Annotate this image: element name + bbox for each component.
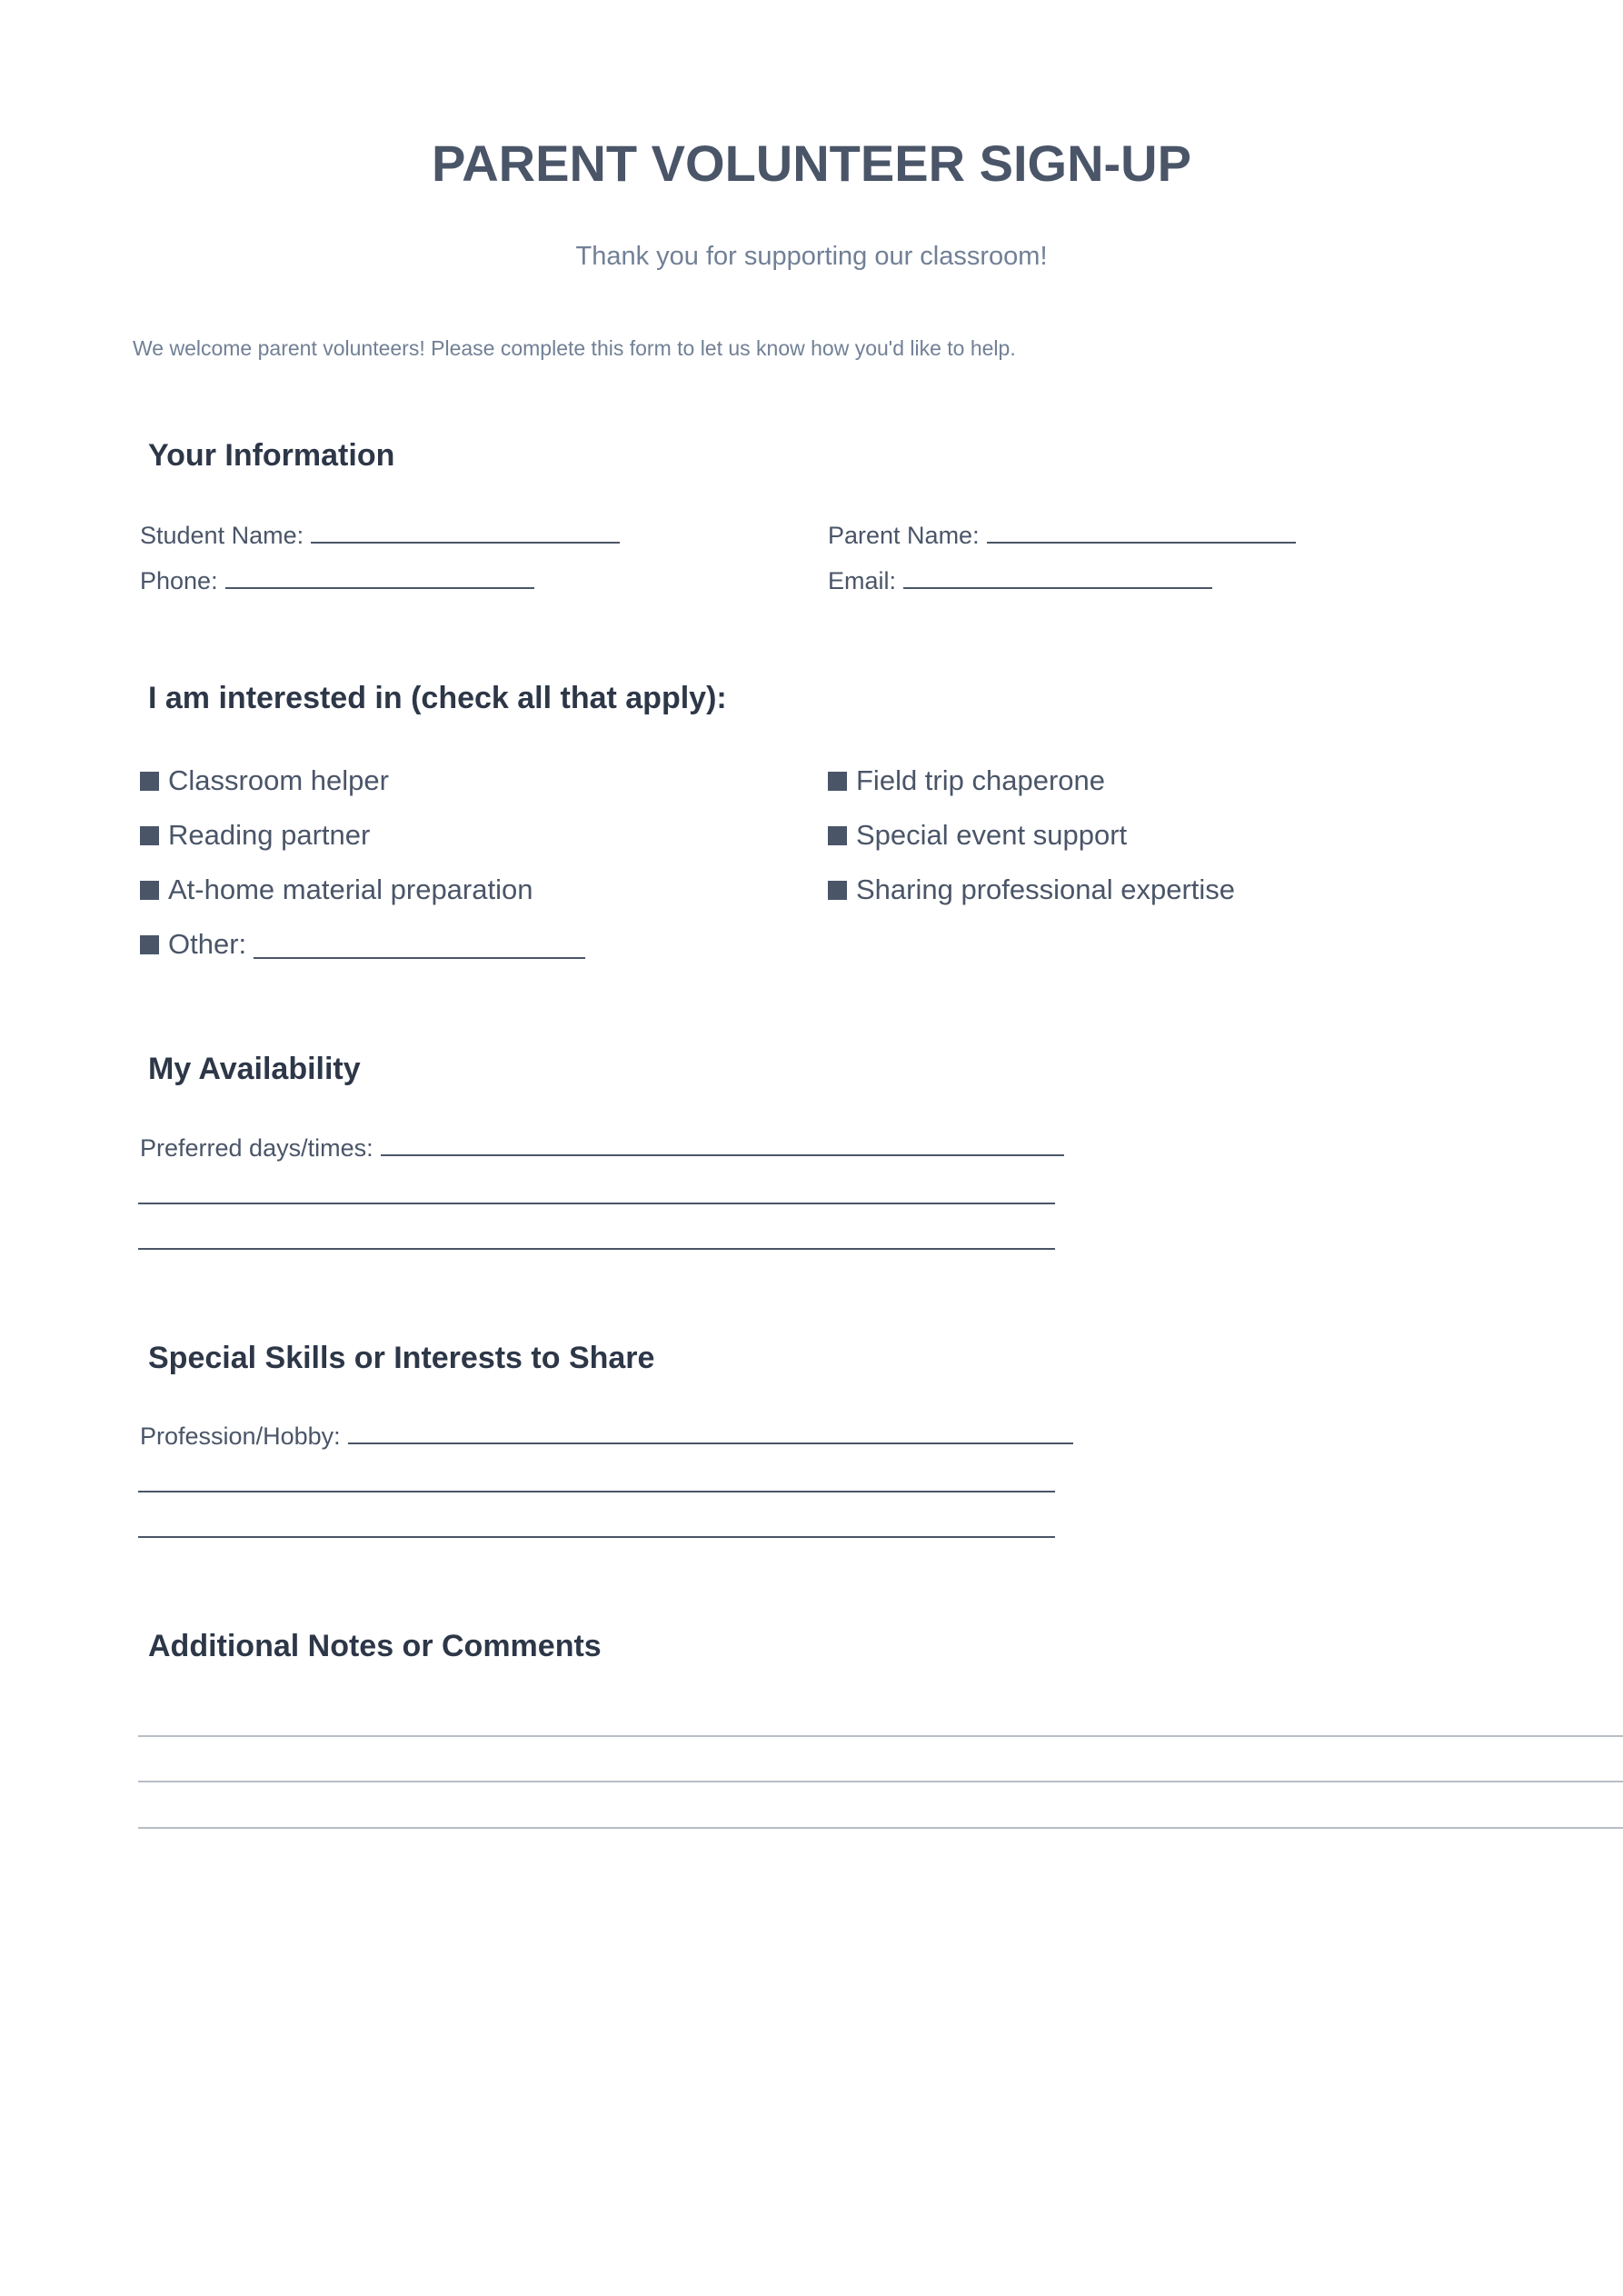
section-heading-interests: I am interested in (check all that apply): [148, 681, 727, 715]
checkbox-at-home-material-preparation[interactable] [140, 873, 533, 906]
profession-hobby-input[interactable] [348, 1419, 1073, 1444]
checkbox-label: Field trip chaperone [856, 764, 1105, 796]
checkbox-square-icon[interactable] [140, 935, 159, 954]
checkbox-label: Classroom helper [168, 764, 389, 796]
checkbox-label: Sharing professional expertise [856, 873, 1236, 905]
student-name-input[interactable] [311, 518, 620, 544]
checkbox-field-trip-chaperone[interactable] [828, 764, 1105, 797]
section-heading-notes: Additional Notes or Comments [148, 1629, 602, 1663]
parent-name-field[interactable] [828, 518, 1296, 550]
section-heading-your-information: Your Information [148, 438, 395, 473]
preferred-days-times-input[interactable] [381, 1131, 1064, 1156]
notes-line-3[interactable] [138, 1827, 1623, 1829]
section-heading-availability: My Availability [148, 1052, 361, 1086]
checkbox-label: Reading partner [168, 819, 371, 851]
availability-line-2[interactable] [138, 1203, 1055, 1204]
phone-input[interactable] [225, 564, 534, 589]
checkbox-classroom-helper[interactable] [140, 764, 389, 797]
page-subtitle: Thank you for supporting our classroom! [575, 242, 1048, 271]
checkbox-label: Other: [168, 928, 247, 960]
email-input[interactable] [903, 564, 1212, 589]
checkbox-label: At-home material preparation [168, 873, 533, 905]
email-field[interactable] [828, 564, 1212, 595]
other-input[interactable] [254, 930, 585, 959]
skills-line-3[interactable] [138, 1536, 1055, 1538]
phone-label: Phone: [140, 567, 218, 594]
intro-text: We welcome parent volunteers! Please complete this form to let us know how you'd like to help. [133, 336, 1016, 360]
checkbox-square-icon[interactable] [140, 826, 159, 845]
student-name-label: Student Name: [140, 522, 304, 549]
checkbox-square-icon[interactable] [828, 772, 847, 791]
checkbox-square-icon[interactable] [140, 772, 159, 791]
notes-line-2[interactable] [138, 1781, 1623, 1782]
notes-line-1[interactable] [138, 1735, 1623, 1737]
email-label: Email: [828, 567, 897, 594]
checkbox-square-icon[interactable] [828, 881, 847, 900]
preferred-days-times-label: Preferred days/times: [140, 1134, 373, 1162]
profession-hobby-label: Profession/Hobby: [140, 1423, 341, 1450]
profession-hobby-field[interactable] [140, 1419, 1073, 1451]
preferred-days-times-field[interactable] [140, 1131, 1064, 1163]
section-heading-skills: Special Skills or Interests to Share [148, 1341, 655, 1375]
checkbox-special-event-support[interactable] [828, 819, 1127, 852]
checkbox-square-icon[interactable] [140, 881, 159, 900]
student-name-field[interactable] [140, 518, 620, 550]
checkbox-sharing-professional-expertise[interactable] [828, 873, 1235, 906]
parent-name-input[interactable] [987, 518, 1296, 544]
checkbox-label: Special event support [856, 819, 1128, 851]
checkbox-other[interactable] [140, 928, 585, 961]
page-title: PARENT VOLUNTEER SIGN-UP [432, 135, 1191, 192]
parent-name-label: Parent Name: [828, 522, 980, 549]
availability-line-3[interactable] [138, 1248, 1055, 1250]
checkbox-reading-partner[interactable] [140, 819, 370, 852]
phone-field[interactable] [140, 564, 534, 595]
skills-line-2[interactable] [138, 1491, 1055, 1492]
checkbox-square-icon[interactable] [828, 826, 847, 845]
